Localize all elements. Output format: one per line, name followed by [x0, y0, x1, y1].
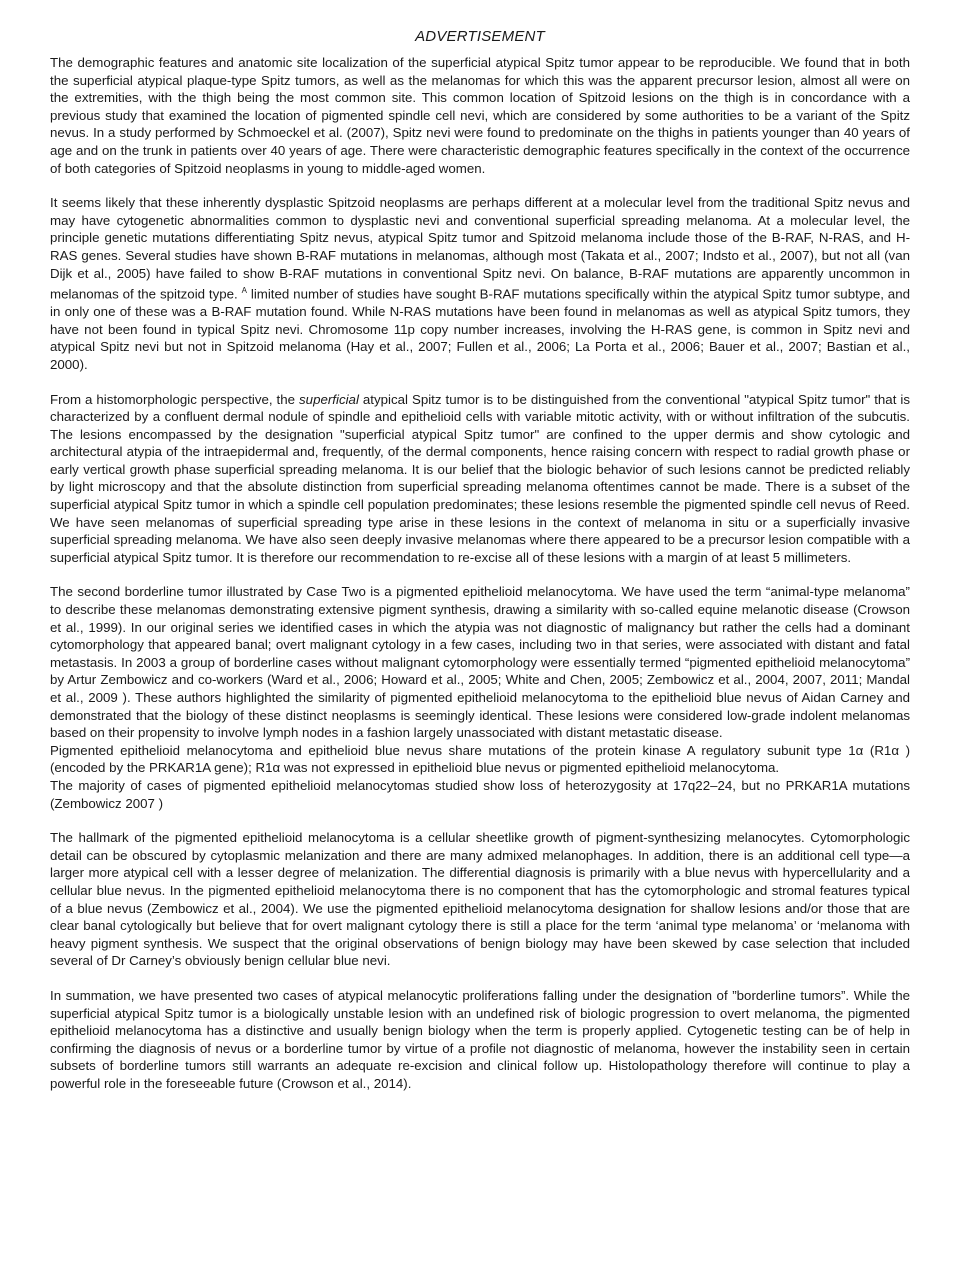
- paragraph-histomorphologic-part-1: From a histomorphologic perspective, the: [50, 391, 300, 407]
- paragraph-melanocytoma-part-1: The second borderline tumor illustrated by Case Two is a pigmented epithelioid melanocytoma. We have used the term “animal-type melanoma” to describe these melanomas demonstrating extensive pigment synthesis, drawing a similarity with so-called equine melanotic disease (Crowson et al., 1999). In our original series we identified cases in which the atypia was not diagnostic of malignancy but rather the cells had a dominant cytomorphology that appeared banal; overt malignant cytology in a few cases, including two in that series, were associated with distant and fatal metastasis. In 2003 a group of borderline cases without malignant cytomorphology were essentially termed “pigmented epithelioid melanocytoma” by Artur Zembowicz and co-workers (Ward et al., 2006; Howard et al., 2005; White and Chen, 2005; Zembowicz et al., 2004, 2007, 2011; Mandal et al., 2009 ). These authors highlighted the similarity of pigmented epithelioid melanocytoma to the epithelioid blue nevus of Aidan Carney and demonstrated that the biology of these distinct neoplasms is seemingly identical. These lesions were considered low-grade indolent melanomas based on their propensity to involve lymph nodes in a fashion largely unassociated with distant metastatic disease.: [50, 584, 910, 741]
- paragraph-melanocytoma: [50, 583, 910, 812]
- paragraph-molecular-part-2: limited number of studies have sought B-RAF mutations specifically within the atypical Spitz tumor subtype, and in only one of these was a B-RAF mutation found. While N-RAS mutations have been found in melanomas as well as atypical Spitz tumors, they have not been found in typical Spitz nevi. Chromosome 11p copy number increases, involving the H-RAS gene, is common in Spitz nevi and atypical Spitz nevi but not in Spitzoid melanoma (Hay et al., 2007; Fullen et al., 2006; La Porta et al., 2006; Bauer et al., 2007; Bastian et al., 2000).: [50, 286, 910, 372]
- paragraph-melanocytoma-part-3: The majority of cases of pigmented epithelioid melanocytomas studied show loss of heterozygosity at 17q22–24, but no PRKAR1A mutations (Zembowicz 2007 ): [50, 777, 910, 811]
- paragraph-molecular: [50, 194, 910, 373]
- advertisement-header: ADVERTISEMENT: [415, 28, 545, 45]
- paragraph-summation: In summation, we have presented two cases of atypical melanocytic proliferations falling under the designation of ”borderline tumors”. While the superficial atypical Spitz tumor is a biologically unstable lesion with an undefined risk of biologic progression to overt melanoma, the pigmented epithelioid melanocytoma has a distinctive and usually benign biology when the term is properly applied. Cytogenetic testing can be of help in confirming the diagnosis of nevus or a borderline tumor by virtue of a profile not diagnostic of melanoma, however the instability seen in certain subsets of borderline tumors still warrants an adequate re-excision and clinical follow up. Histolopathology therefore will continue to play a powerful role in the foreseeable future (Crowson et al., 2014).: [50, 987, 910, 1091]
- paragraph-demographics: The demographic features and anatomic site localization of the superficial atypical Spitz tumor appear to be reproducible. We found that in both the superficial atypical plaque-type Spitz tumors, as well as the melanomas for which this was the apparent precursor lesion, almost all were on the extremities, with the thigh being the most common site. This common location of Spitzoid lesions on the thigh is in concordance with a previous study that examined the location of pigmented spindle cell nevi, which are considered by some authorities to be a variant of the Spitz nevus. In a study performed by Schmoeckel et al. (2007), Spitz nevi were found to predominate on the thighs in patients younger than 40 years of age and on the trunk in patients over 40 years of age. There were characteristic demographic features specifically in the context of the occurrence of both categories of Spitzoid neoplasms in young to middle-aged women.: [50, 55, 910, 176]
- paragraph-histomorphologic: [50, 391, 910, 567]
- paragraph-melanocytoma-part-2: Pigmented epithelioid melanocytoma and epithelioid blue nevus share mutations of the protein kinase A regulatory subunit type 1α (R1α ) (encoded by the PRKAR1A gene); R1α was not expressed in epithelioid blue nevus or pigmented epithelioid melanocytoma.: [50, 742, 910, 776]
- emphasis-superficial: superficial: [299, 391, 359, 407]
- paragraph-histomorphologic-part-2: atypical Spitz tumor is to be distinguished from the conventional "atypical Spitz tumor" that is characterized by a confluent dermal nodule of spindle and epithelioid cells with variable mitotic activity, with or without infiltration of the subcutis. The lesions encompassed by the designation "superficial atypical Spitz tumor" are confined to the upper dermis and show cytologic and architectural atypia of the intraepidermal and, frequently, of the dermal components, hence raising concern with respect to radial growth phase or early vertical growth phase superficial spreading melanoma. It is our belief that the biologic behavior of such lesions cannot be predicted reliably by light microscopy and that the absolute distinction from superficial spreading melanoma oftentimes cannot be made. There is a subset of the superficial atypical Spitz tumor in which a spindle cell population predominates; these lesions resemble the pigmented spindle cell nevus of Reed. We have seen melanomas of superficial spreading type arise in these lesions in the context of melanoma in situ or a superficially invasive superficial spreading melanoma. We have also seen deeply invasive melanomas where there appeared to be a precursor lesion compatible with a superficial atypical Spitz tumor. It is therefore our recommendation to re-excise all of these lesions with a margin of at least 5 millimeters.: [50, 391, 910, 565]
- paragraph-molecular-part-1: It seems likely that these inherently dysplastic Spitzoid neoplasms are perhaps different at a molecular level from the traditional Spitz nevus and may have cytogenetic abnormalities common to dysplastic nevi and conventional superficial spreading melanoma. At a molecular level, the principle genetic mutations differentiating Spitz nevus, atypical Spitz tumor and Spitzoid melanoma include those of the B-RAF, N-RAS, and H-RAS genes. Several studies have shown B-RAF mutations in melanomas, although most (Takata et al., 2007; Indsto et al., 2007), but not all (van Dijk et al., 2005) have failed to show B-RAF mutations in conventional Spitz nevi. On balance, B-RAF mutations are apparently uncommon in melanomas of the spitzoid type.: [50, 195, 910, 302]
- superscript-marker: A: [241, 286, 247, 296]
- paragraph-hallmark: The hallmark of the pigmented epithelioid melanocytoma is a cellular sheetlike growth of pigment-synthesizing melanocytes. Cytomorphologic detail can be obscured by cytoplasmic melanization and there are many admixed melanophages. In addition, there is an additional cell type—a larger more atypical cell with a lesser degree of melanization. The differential diagnosis is primarily with a blue nevus with hypercellularity and a cellular blue nevus. In the pigmented epithelioid melanocytoma there is no component that has the cytomorphologic and stromal features typical of a blue nevus (Zembowicz et al., 2004). We use the pigmented epithelioid melanocytoma designation for shallow lesions and/or those that are clear banal cytologically but believe that for overt malignant cytology there is still a place for the term ‘animal type melanoma’ or ‘melanoma with heavy pigment synthesis. We suspect that the original observations of benign biology may have been skewed by case selection that included several of Dr Carney’s obviously benign cellular blue nevi.: [50, 830, 910, 969]
